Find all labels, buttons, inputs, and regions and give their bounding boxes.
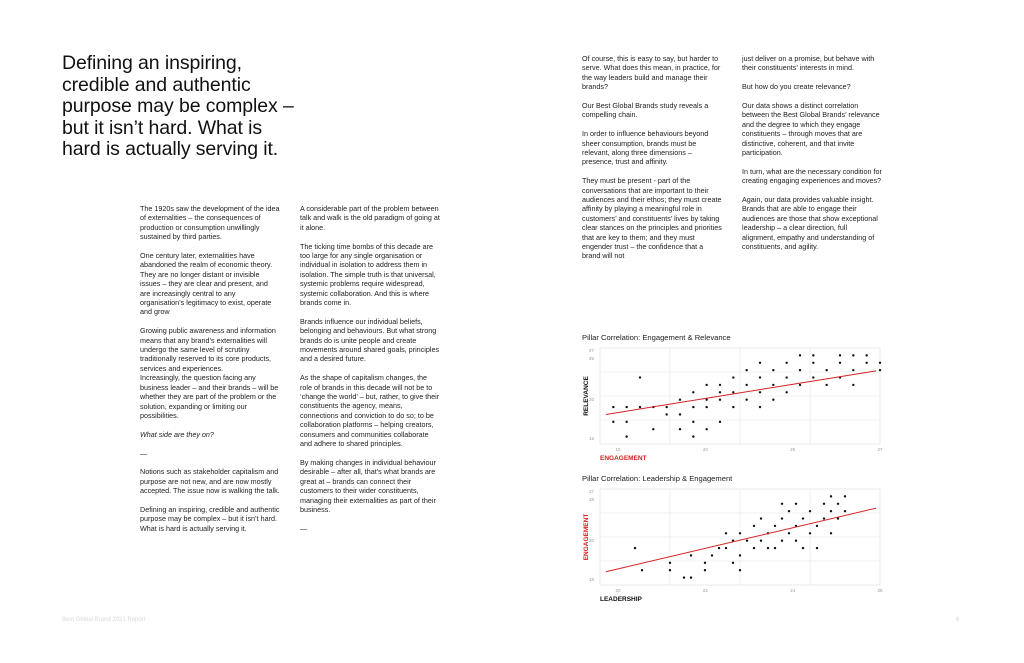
data-point: [679, 398, 681, 400]
data-point: [641, 569, 643, 571]
data-point: [879, 362, 881, 364]
data-point: [825, 384, 827, 386]
paragraph: The 1920s saw the development of the idea of externalities – the consequences of production or consumption unwillingly sustained by third parties.: [140, 204, 280, 242]
y-tick-label: 27: [588, 489, 594, 494]
data-point: [825, 369, 827, 371]
data-point: [759, 362, 761, 364]
scatter-chart-engagement-relevance: [578, 342, 898, 464]
data-point: [625, 421, 627, 423]
data-point: [774, 525, 776, 527]
data-point: [719, 391, 721, 393]
data-point: [732, 376, 734, 378]
paragraph: In turn, what are the necessary condition for creating engaging experiences and moves?: [742, 166, 882, 186]
data-point: [839, 354, 841, 356]
data-point: [719, 384, 721, 386]
paragraph: By making changes in individual behaviour desirable – after all, that’s what brands are great at – brands can connect their customers to their wider constituents, managing their externalities as part of their business.: [300, 457, 436, 514]
data-point: [692, 421, 694, 423]
data-point: [683, 576, 685, 578]
data-point: [746, 539, 748, 541]
data-point: [665, 406, 667, 408]
data-point: [745, 384, 747, 386]
data-point: [669, 569, 671, 571]
y-axis-label: ENGAGEMENT: [583, 513, 590, 561]
chart-2-title: Pillar Correlation: Leadership & Engagement: [582, 474, 733, 483]
data-point: [812, 362, 814, 364]
paragraph: Growing public awareness and information means that any brand’s externalities will undergo the same level of scrutiny traditionally reserved to its core products, services and experiences.: [140, 326, 276, 373]
data-point: [788, 532, 790, 534]
data-point: [634, 547, 636, 549]
y-tick-label: 25: [588, 356, 594, 361]
data-point: [823, 517, 825, 519]
data-point: [690, 576, 692, 578]
data-point: [852, 384, 854, 386]
data-point: [772, 369, 774, 371]
paragraph: Notions such as stakeholder capitalism and purpose are not new, and are now mostly accepted. The issue now is walking the talk.: [140, 467, 280, 496]
data-point: [785, 376, 787, 378]
data-point: [772, 398, 774, 400]
data-point: [711, 554, 713, 556]
data-point: [852, 369, 854, 371]
data-point: [795, 539, 797, 541]
paragraph: Of course, this is easy to say, but harder to serve. What does this mean, in practice, for the way leaders build and manage their brands?: [582, 54, 721, 92]
data-point: [692, 435, 694, 437]
paragraph: Defining an inspiring, credible and authentic purpose may be complex – but it isn’t hard. What is hard is actually serving it.: [140, 504, 280, 533]
chart-1-title: Pillar Correlation: Engagement & Relevance: [582, 333, 731, 342]
data-point: [639, 406, 641, 408]
data-point: [753, 525, 755, 527]
data-point: [612, 406, 614, 408]
data-point: [844, 495, 846, 497]
paragraph: just deliver on a promise, but behave with their constituents’ interests in mind.: [742, 54, 875, 73]
y-tick-label: 25: [588, 497, 594, 502]
data-point: [639, 376, 641, 378]
x-tick-label: 22: [702, 588, 708, 593]
y-tick-label: 20: [588, 396, 594, 402]
data-point: [669, 562, 671, 564]
paragraph: But how do you create relevance?: [742, 82, 851, 92]
data-point: [690, 554, 692, 556]
data-point: [781, 517, 783, 519]
data-point: [830, 495, 832, 497]
data-point: [830, 532, 832, 534]
data-point: [760, 539, 762, 541]
x-axis-label: LEADERSHIP: [600, 596, 642, 603]
data-point: [725, 532, 727, 534]
y-tick-label: 27: [588, 348, 594, 353]
data-point: [692, 391, 694, 393]
data-point: [679, 413, 681, 415]
y-tick-label: 15: [588, 577, 594, 582]
trend-line: [606, 371, 876, 415]
data-point: [753, 547, 755, 549]
data-point: [852, 354, 854, 356]
data-point: [739, 532, 741, 534]
x-axis-label: ENGAGEMENT: [600, 455, 647, 462]
page-headline: Defining an inspiring, credible and authentic purpose may be complex – but it isn’t hard. What is hard is actually serving it.: [62, 52, 294, 160]
data-point: [767, 547, 769, 549]
data-point: [732, 562, 734, 564]
data-point: [725, 547, 727, 549]
data-point: [705, 384, 707, 386]
data-point: [745, 369, 747, 371]
x-tick-label: 26: [877, 588, 883, 593]
data-point: [802, 517, 804, 519]
data-point: [652, 428, 654, 430]
paragraph: They must be present - part of the conversations that are important to their audiences and their ethos; they must create affinity by playing a meaningful role in customers’ and constituents’ lives by taking clear stances on the principles and priorities that are key to them; and they must engender trust – the confidence that a brand will not: [582, 176, 722, 261]
x-tick-label: 20: [702, 447, 708, 452]
x-tick-label: 25: [790, 447, 796, 452]
y-axis-label: RELEVANCE: [583, 376, 590, 416]
x-tick-label: 20: [615, 588, 621, 593]
data-point: [760, 517, 762, 519]
data-point: [679, 428, 681, 430]
data-point: [759, 391, 761, 393]
page-number: 6: [956, 617, 960, 623]
data-point: [799, 354, 801, 356]
data-point: [704, 562, 706, 564]
data-point: [837, 503, 839, 505]
data-point: [774, 547, 776, 549]
data-point: [705, 406, 707, 408]
separator-dash: —: [300, 523, 308, 533]
data-point: [795, 503, 797, 505]
text-column-1: [140, 204, 280, 543]
data-point: [865, 354, 867, 356]
y-tick-label: 20: [588, 537, 594, 543]
data-point: [781, 503, 783, 505]
y-tick-label: 15: [588, 436, 594, 441]
data-point: [625, 406, 627, 408]
paragraph: Brands influence our individual beliefs, belonging and behaviours. But what strong brands do is unite people and create movements around shared goals, principles and a desired future.: [300, 316, 440, 364]
data-point: [732, 406, 734, 408]
data-point: [704, 569, 706, 571]
data-point: [759, 376, 761, 378]
data-point: [839, 362, 841, 364]
data-point: [879, 369, 881, 371]
paragraph: In order to influence behaviours beyond sheer consumption, brands must be relevant, along three dimensions – presence, trust and affinity.: [582, 129, 709, 167]
data-point: [785, 391, 787, 393]
data-point: [692, 406, 694, 408]
paragraph: One century later, externalities have abandoned the realm of economic theory. They are no longer distant or invisible issues – they are clear and present, and are increasingly central to any organisation’s legitimacy to exist, operate and grow: [140, 251, 273, 317]
data-point: [739, 554, 741, 556]
data-point: [718, 547, 720, 549]
data-point: [719, 398, 721, 400]
data-point: [865, 362, 867, 364]
data-point: [823, 503, 825, 505]
data-point: [844, 510, 846, 512]
data-point: [809, 532, 811, 534]
paragraph: A considerable part of the problem between talk and walk is the old paradigm of going at it alone.: [300, 204, 440, 232]
paragraph: The ticking time bombs of this decade are too large for any single organisation or individual in isolation to address them in isolation. The simple truth is that universal, systemic problems require widespread, systemic collaboration. And this is where brands come in.: [300, 241, 436, 308]
paragraph: Our Best Global Brands study reveals a compelling chain.: [582, 101, 709, 120]
x-tick-label: 27: [877, 447, 883, 452]
data-point: [719, 421, 721, 423]
paragraph: Increasingly, the question facing any business leader – and their brands – will be whether they are part of the problem or the solution, expanding or limiting our possibilities.: [140, 373, 279, 420]
data-point: [739, 569, 741, 571]
data-point: [781, 539, 783, 541]
footer-report-name: Best Global Brand 2021 Report: [62, 617, 146, 623]
data-point: [812, 354, 814, 356]
data-point: [745, 398, 747, 400]
pull-question: What side are they on?: [140, 429, 214, 439]
paragraph: Our data shows a distinct correlation between the Best Global Brands’ relevance and the degree to which they engage constituents – through moves that are distinctive, coherent, and that invite participation.: [742, 101, 880, 158]
x-tick-label: 24: [790, 588, 796, 593]
data-point: [812, 376, 814, 378]
data-point: [705, 428, 707, 430]
text-column-3: [582, 54, 722, 270]
data-point: [816, 547, 818, 549]
paragraph: As the shape of capitalism changes, the role of brands in this decade will not be to ‘change the world’ – but, rather, to give their constituents the agency, means, connections and conviction to do so; to be collaboration platforms – helping creators, consumers and communities collaborate and adhere to shared principles.: [300, 373, 440, 449]
paragraph: Again, our data provides valuable insight. Brands that are able to engage their audiences are those that show exceptional leadership – a clear direction, full alignment, empathy and understanding of constituents, and agility.: [742, 195, 878, 252]
data-point: [772, 384, 774, 386]
scatter-chart-leadership-engagement: [578, 483, 898, 605]
data-point: [830, 510, 832, 512]
data-point: [785, 362, 787, 364]
data-point: [788, 510, 790, 512]
data-point: [802, 547, 804, 549]
text-column-4: [742, 54, 882, 261]
trend-line: [606, 508, 876, 572]
data-point: [809, 510, 811, 512]
text-column-2: [300, 204, 440, 543]
data-point: [732, 391, 734, 393]
separator-dash: —: [140, 448, 148, 458]
data-point: [799, 369, 801, 371]
data-point: [665, 413, 667, 415]
data-point: [799, 384, 801, 386]
data-point: [612, 421, 614, 423]
data-point: [625, 435, 627, 437]
data-point: [759, 406, 761, 408]
x-tick-label: 15: [615, 447, 621, 452]
data-point: [816, 525, 818, 527]
